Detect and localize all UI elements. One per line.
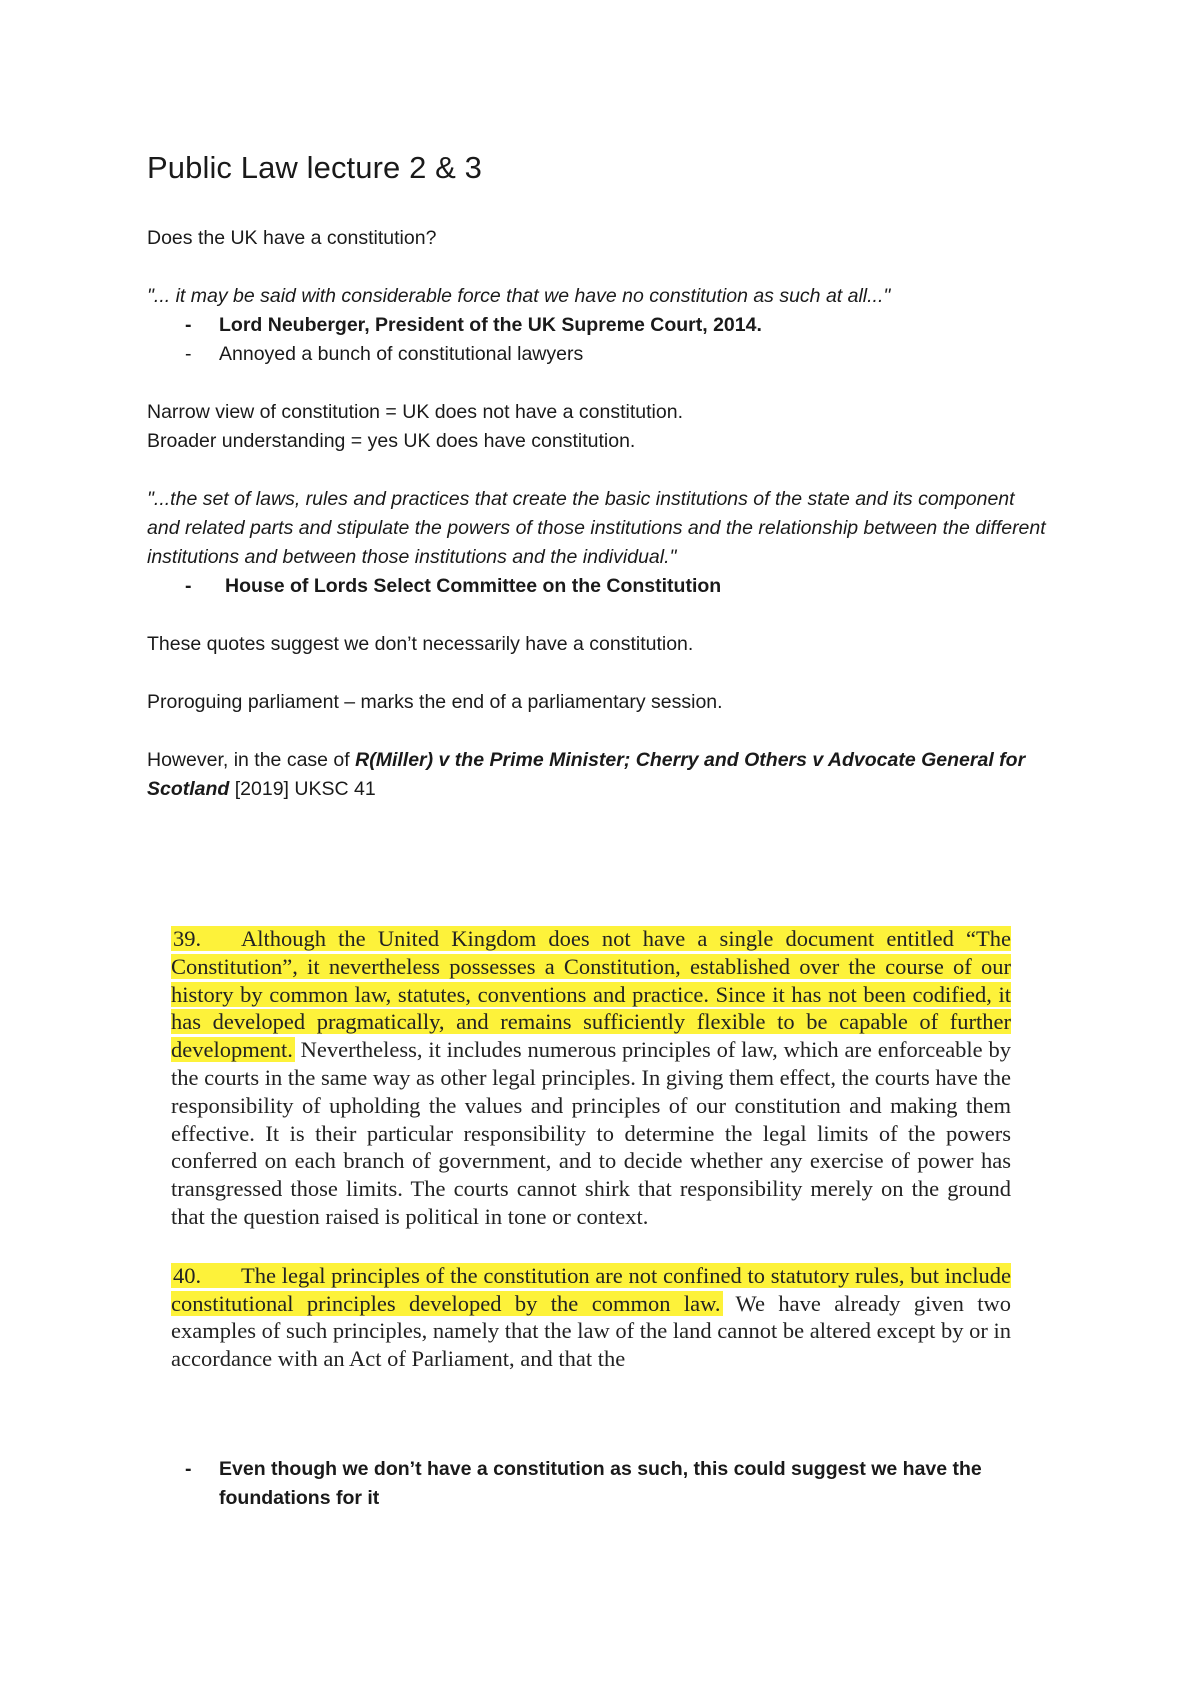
broad-view-text: Broader understanding = yes UK does have constitution.: [147, 430, 636, 452]
bullet-dash: -: [185, 343, 192, 365]
judgment-excerpt-image: [171, 925, 1011, 1404]
quote1-note: [147, 340, 1047, 369]
case-citation: [2019] UKSC 41: [229, 778, 376, 800]
paragraph-40: [171, 1262, 1011, 1373]
attribution-text: House of Lords Select Committee on the Constitution: [225, 575, 722, 597]
case-name: R(Miller) v the Prime Minister; Cherry and Others v Advocate General for Scotland: [147, 749, 1026, 800]
conclusion-text: Even though we don’t have a constitution as such, this could suggest we have the foundations for it: [219, 1458, 982, 1509]
quote1-attribution: [147, 311, 1047, 340]
note-text: Annoyed a bunch of constitutional lawyers: [219, 343, 584, 365]
attribution-text: Lord Neuberger, President of the UK Supreme Court, 2014.: [219, 314, 762, 336]
case-reference: [147, 746, 1047, 804]
question-text: Does the UK have a constitution?: [147, 227, 437, 249]
neuberger-quote: "... it may be said with considerable force that we have no constitution as such at all...": [147, 285, 891, 307]
highlighted-text: Although the United Kingdom does not have a single document entitled “The Constitution”, it nevertheless possesses a Constitution, established over the course of our history by common law, statutes, conventions and practice. Since it has not been codified, it has developed pragmatically, and remains sufficiently flexible to be capable of further development.: [171, 926, 1011, 1063]
notes-page: [147, 150, 1047, 804]
case-intro: However, in the case of: [147, 749, 356, 771]
quote2-attribution: [147, 572, 1047, 601]
paragraph-text: We have already given two examples of such principles, namely that the law of the land cannot be altered except by or in accordance with an Act of Parliament, and that the: [171, 1290, 1011, 1372]
narrow-view-text: Narrow view of constitution = UK does not have a constitution.: [147, 401, 683, 423]
conclusion-block: [147, 1455, 1047, 1513]
paragraph-number: 40.: [173, 1262, 202, 1288]
bullet-dash: -: [185, 314, 192, 336]
highlighted-text: The legal principles of the constitution are not confined to statutory rules, but include constitutional principles developed by the common law.: [171, 1262, 1011, 1316]
page-title: Public Law lecture 2 & 3: [147, 150, 482, 185]
bullet-dash: -: [185, 575, 192, 597]
suggestion-text: These quotes suggest we don’t necessarily have a constitution.: [147, 633, 694, 655]
committee-quote: "...the set of laws, rules and practices that create the basic institutions of the state and its component and related parts and stipulate the powers of those institutions and the relationship between the different institutions and between those institutions and the individual.": [147, 488, 1046, 568]
paragraph-number: 39.: [173, 926, 202, 951]
paragraph-39: [171, 925, 1011, 1231]
conclusion-bullet: [147, 1455, 1047, 1513]
paragraph-text: Nevertheless, it includes numerous principles of law, which are enforceable by the courts in the same way as other legal principles. In giving them effect, the courts have the responsibility of upholding the values and principles of our constitution and making them effective. It is their particular responsibility to determine the legal limits of the powers conferred on each branch of government, and to decide whether any exercise of power has transgressed those limits. The courts cannot shirk that responsibility merely on the ground that the question raised is political in tone or context.: [171, 1037, 1011, 1229]
proroguing-text: Proroguing parliament – marks the end of a parliamentary session.: [147, 691, 723, 713]
bullet-dash: -: [185, 1458, 192, 1480]
